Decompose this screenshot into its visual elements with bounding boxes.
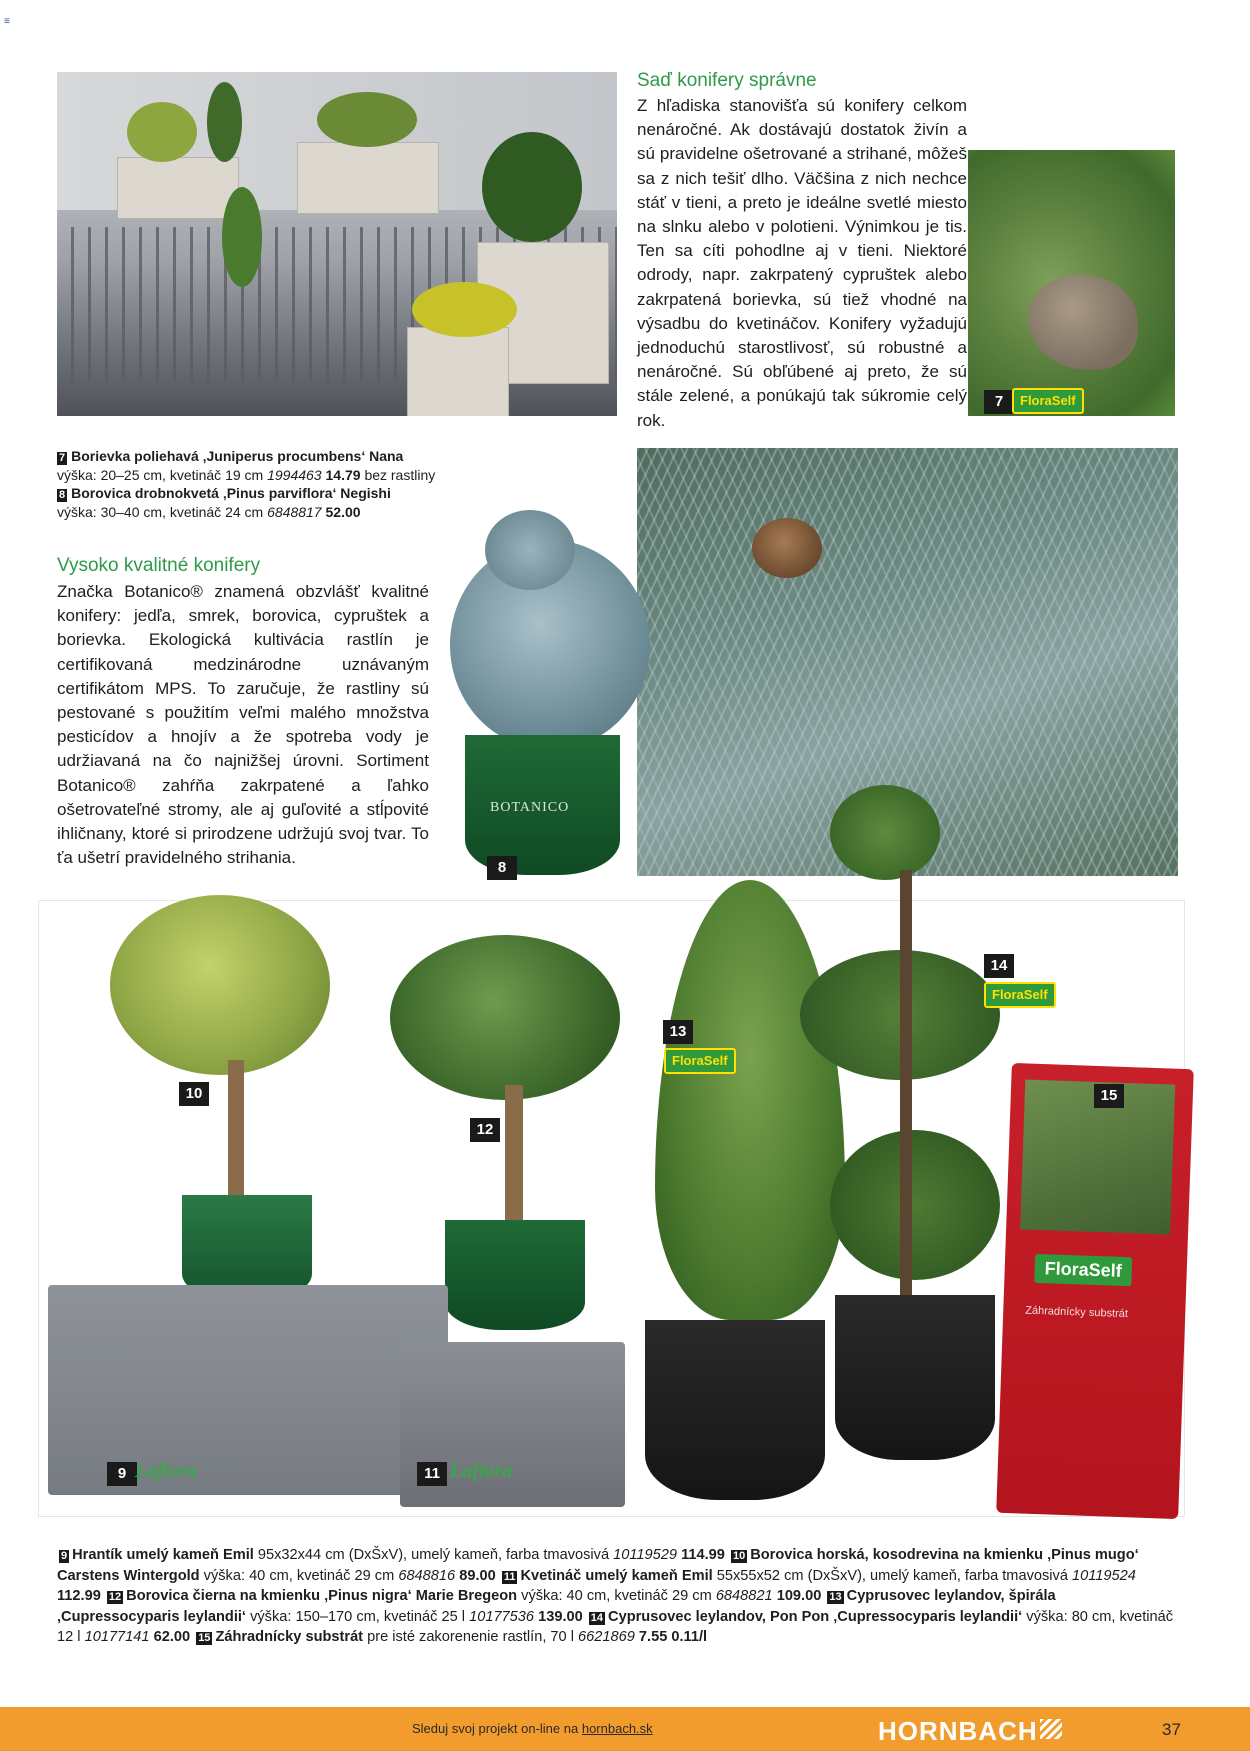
substrate-bag [996,1063,1194,1519]
badge-11: 11 [417,1462,447,1486]
plant-12-pot [445,1220,585,1330]
caption-item-14: 14 Cyprusovec leylandov, Pon Pon ‚Cupressocyparis leylandii‘ výška: 80 cm, kvetináč 12 l 10177141 62.00 [57,1608,1174,1646]
hornbach-logo: HORNBACH [878,1716,1038,1746]
caption-item-10: 10 Borovica horská, kosodrevina na kmienku ‚Pinus mugo‘ Carstens Wintergold výška: 40 cm, kvetináč 29 cm 6848816 89.00 [57,1547,1139,1584]
badge-9: 9 [107,1462,137,1486]
badge-14: 14 [984,954,1014,978]
caption-item-15: 15 Záhradnícky substrát pre isté zakorenenie rastlín, 70 l 6621869 7.55 0.11/l [198,1629,708,1646]
section1-title: Saď konifery správne [637,70,817,91]
plant-10-canopy [110,895,330,1075]
bottom-captions [57,1545,1182,1648]
lafiora-logo-9: Lafiora [135,1460,198,1482]
lafiora-logo-11: Lafiora [450,1460,513,1482]
plant-10-trunk [228,1060,244,1200]
moss-photo [968,150,1175,416]
section1-text: Z hľadiska stanovišťa sú konifery celkom nenáročné. Ak dostávajú dostatok živín a sú pravidelne ošetrované a strihané, môžeš sa z nich tešiť dlho. Väčšina z nich nechce stáť v tieni, a preto je ideálne svetlé miesto na slnku alebo v polotieni. Výnimkou je tis. Ten sa cíti pohodlne aj v tieni. Niektoré odrody, napr. zakrpatený cypruštek alebo zakrpatená borievka, sú tiež vhodné na výsadbu do kvetináčov. Konifery vyžadujú jednoduchú starostlivosť, sú robustné a nenáročné. Sú obľúbené aj preto, že sú stále zelené, a ponúkajú tak súkromie celý rok. [637,96,967,430]
caption-item-9: 9 Hrantík umelý kameň Emil 95x32x44 cm (DxŠxV), umelý kameň, farba tmavosivá 10119529 114.99 [61,1547,725,1563]
plant-14-top [830,785,940,880]
bag-text: Záhradnícky substrát [1025,1304,1129,1321]
page-number: 37 [1162,1720,1181,1739]
florasel-logo-7: FloraSelf [1012,388,1084,414]
plant-12-trunk [505,1085,523,1235]
footer-bar [0,1707,1250,1751]
top-captions [57,447,477,521]
florasel-logo-14: FloraSelf [984,982,1056,1008]
hornbach-link[interactable]: hornbach.sk [581,1721,653,1736]
badge-13: 13 [663,1020,693,1044]
caption-item-12: 12 Borovica čierna na kmienku ‚Pinus nigra‘ Marie Bregeon výška: 40 cm, kvetináč 29 cm 6848821 109.00 [108,1588,822,1605]
badge-10: 10 [179,1082,209,1106]
caption-item-8: 8 Borovica drobnokvetá ‚Pinus parviflora‘ Negishi výška: 30–40 cm, kvetináč 24 cm 6848817 52.00 [57,485,391,520]
top-mark: ≡ [4,16,10,27]
bag-logo: FloraSelf [1034,1254,1132,1286]
florasel-logo-13: FloraSelf [664,1048,736,1074]
badge-7: 7 [984,390,1014,414]
caption-item-11: 11 Kvetináč umelý kameň Emil 55x55x52 cm (DxŠxV), umelý kameň, farba tmavosivá 10119524 112.99 [57,1567,1136,1605]
plant-14-pot [835,1295,995,1460]
badge-8: 8 [487,856,517,880]
section2-title: Vysoko kvalitné konifery [57,555,261,576]
botanico-label-8: BOTANICO [490,800,570,815]
footer-follow: Sleduj svoj projekt on-line na hornbach.sk [412,1721,653,1736]
plant-13-pot [645,1320,825,1500]
plant-8-top [485,510,575,590]
plant-14-trunk [900,870,912,1300]
badge-12: 12 [470,1118,500,1142]
caption-item-7: 7 Borievka poliehavá ‚Juniperus procumbens‘ Nana výška: 20–25 cm, kvetináč 19 cm 1994463 14.79 bez rastliny [57,448,436,483]
plant-12-canopy [390,935,620,1100]
hornbach-logo-mark-icon [1040,1719,1062,1739]
badge-15: 15 [1094,1084,1124,1108]
caption-item-13: 13 Cyprusovec leylandov, špirála ‚Cupressocyparis leylandii‘ výška: 150–170 cm, kvetináč 25 l 10177536 139.00 [57,1588,1056,1625]
plant-14-bottom [830,1130,1000,1280]
balcony-photo [57,72,617,416]
section2-text: Značka Botanico® znamená obzvlášť kvalitné konifery: jedľa, smrek, borovica, cypruštek a borievka. Ekologická kultivácia rastlín je certifikovaná medzinárodne uznávaným certifikátom MPS. To zaručuje, že rastliny sú pestované s použitím veľmi malého množstva pesticídov a hnojív a že spotreba vody je udržiavaná na čo najnižšej úrovni. Sortiment Botanico® zahŕňa zakrpatené a ľahko ošetrovateľné stromy, ale aj guľovité a stĺpovité ihličnany, ktoré si prirodzene udržujú svoj tvar. To ťa ušetrí pravidelného strihania. [57,582,429,868]
